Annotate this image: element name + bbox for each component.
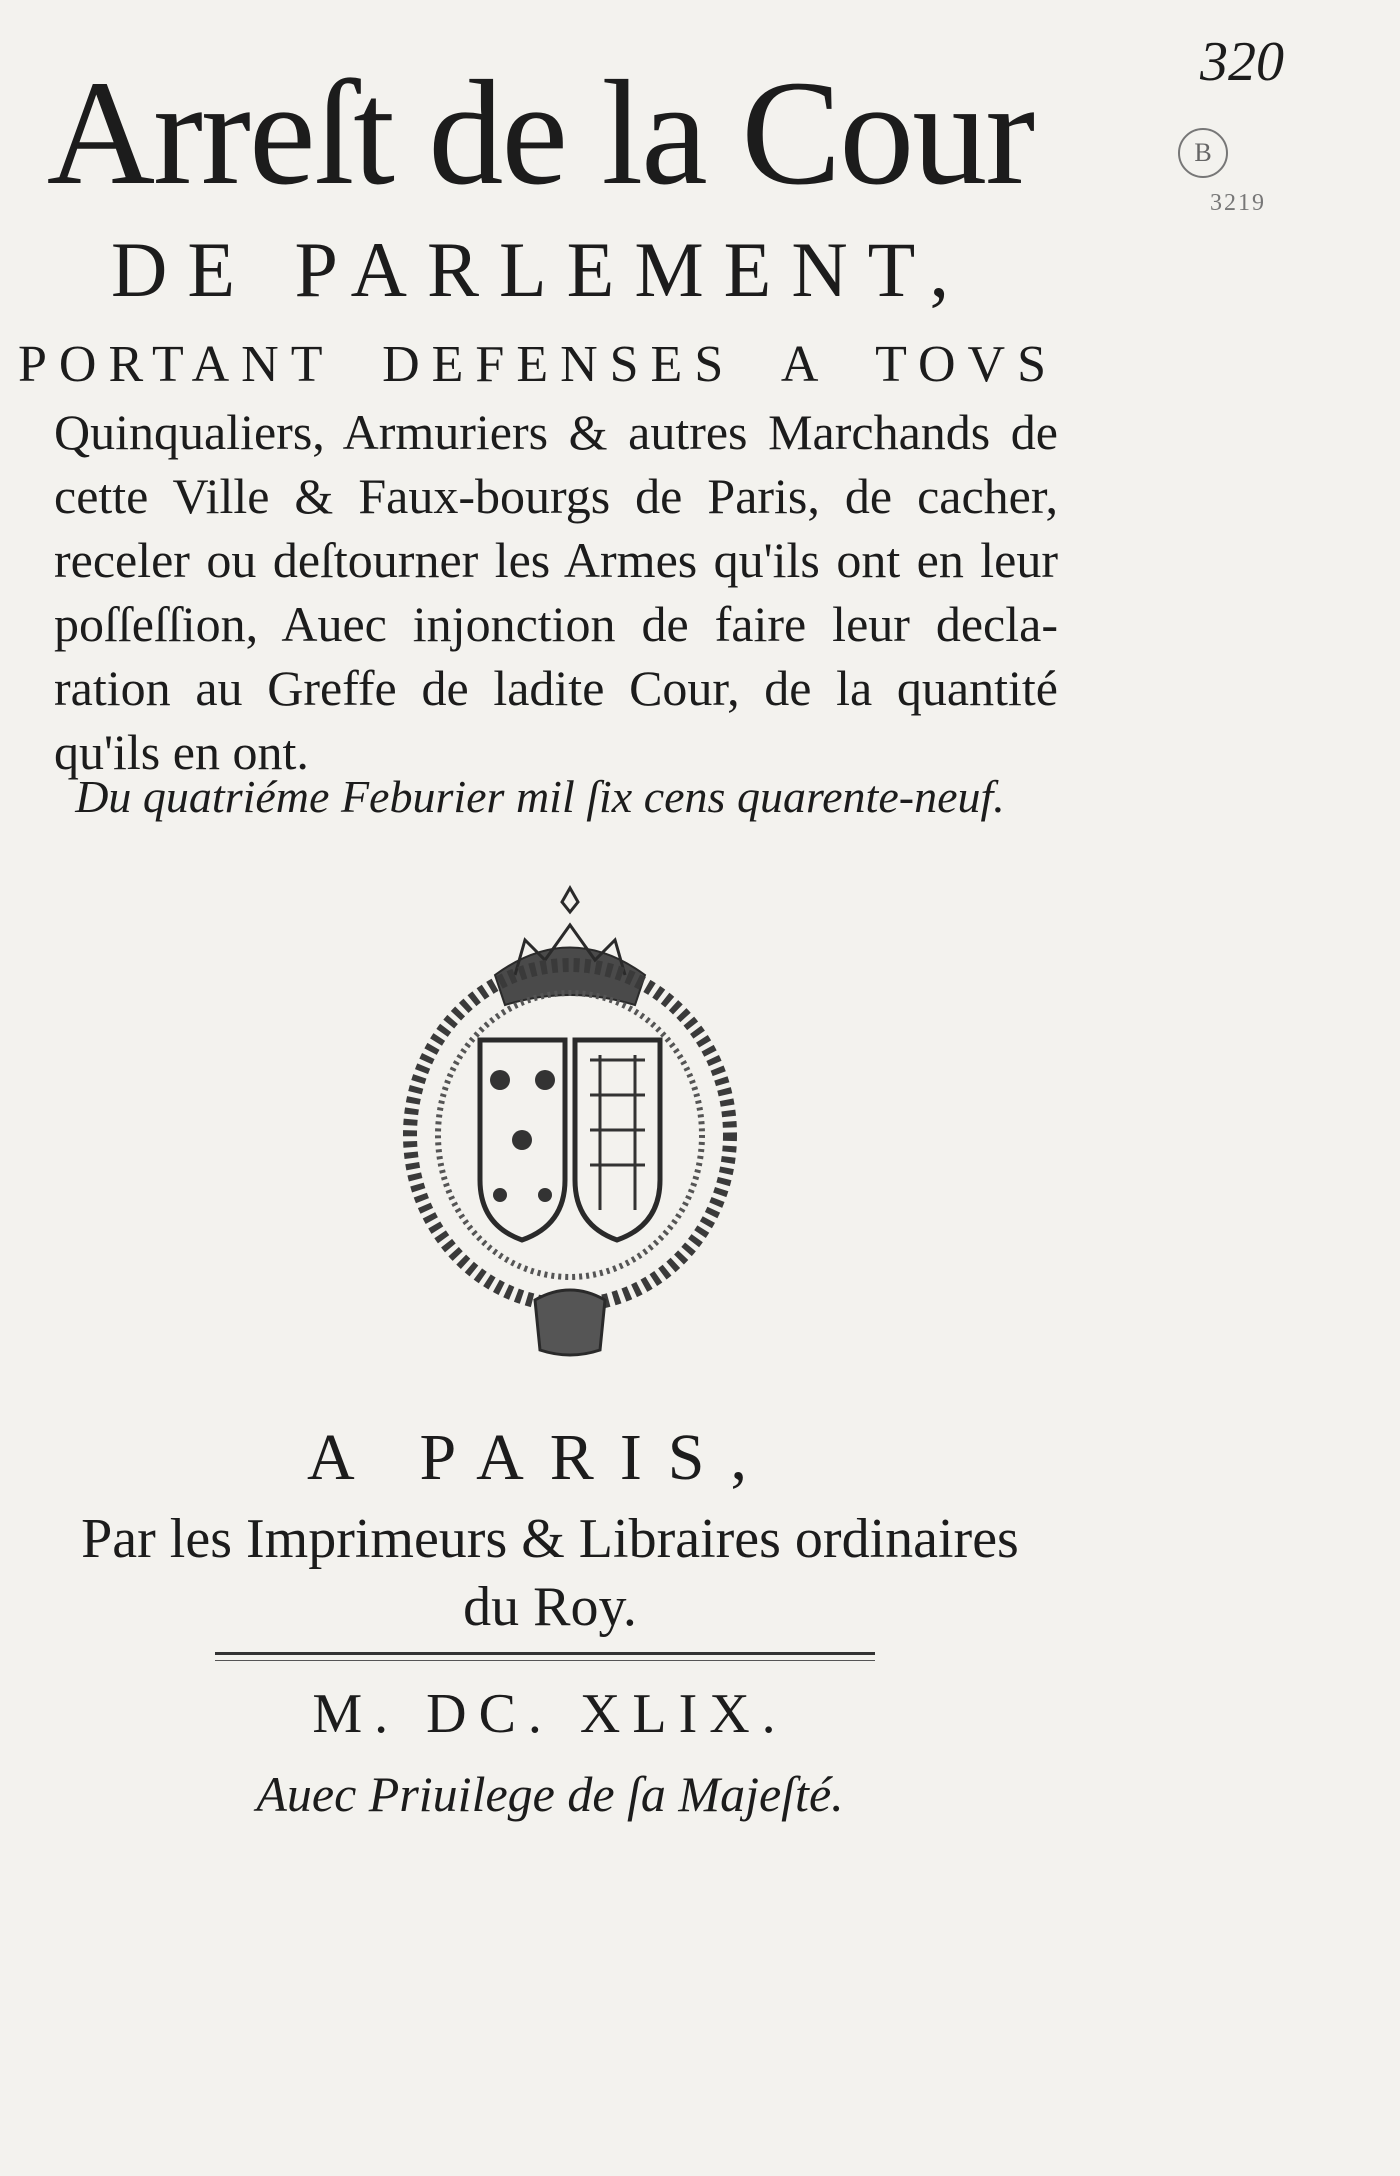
summary-line: receler ou deſtourner les Armes qu'ils ont en leur [54, 532, 1058, 588]
folio-number: 320 [1200, 31, 1284, 93]
summary-line: poſſeſſion, Auec injonction de faire leur decla- [54, 596, 1058, 652]
imprint-place: A PARIS, [306, 1421, 774, 1494]
royal-arms-icon [385, 880, 755, 1360]
divider-rule [215, 1652, 875, 1655]
divider-rule [215, 1660, 875, 1661]
date-line: Du quatriéme Feburier mil ſix cens quarente-neuf. [75, 771, 1005, 822]
imprint-year: M. DC. XLIX. [312, 1683, 788, 1745]
summary-line: Quinqualiers, Armuriers & autres Marchands de [54, 404, 1058, 460]
summary-lines [18, 400, 1058, 784]
imprint-printer-line: du Roy. [463, 1576, 637, 1638]
summary-line: ration au Greffe de ladite Cour, de la quantité [54, 660, 1058, 716]
lead-line: PORTANT DEFENSES A TOVS [18, 336, 1058, 393]
imprint-printer-line: Par les Imprimeurs & Libraires ordinaires [81, 1508, 1019, 1570]
privilege-line: Auec Priuilege de ſa Majeſté. [256, 1766, 844, 1822]
stamp-number: 3219 [1210, 190, 1266, 216]
summary-line: qu'ils en ont. [54, 724, 309, 780]
decree-summary [18, 330, 1058, 784]
document-title: Arreſt de la Cour [46, 50, 1034, 216]
summary-line: cette Ville & Faux-bourgs de Paris, de cacher, [54, 468, 1058, 524]
library-stamp-icon: B [1178, 128, 1228, 178]
document-subtitle: DE PARLEMENT, [110, 226, 970, 313]
imprint-printer [60, 1505, 1040, 1641]
